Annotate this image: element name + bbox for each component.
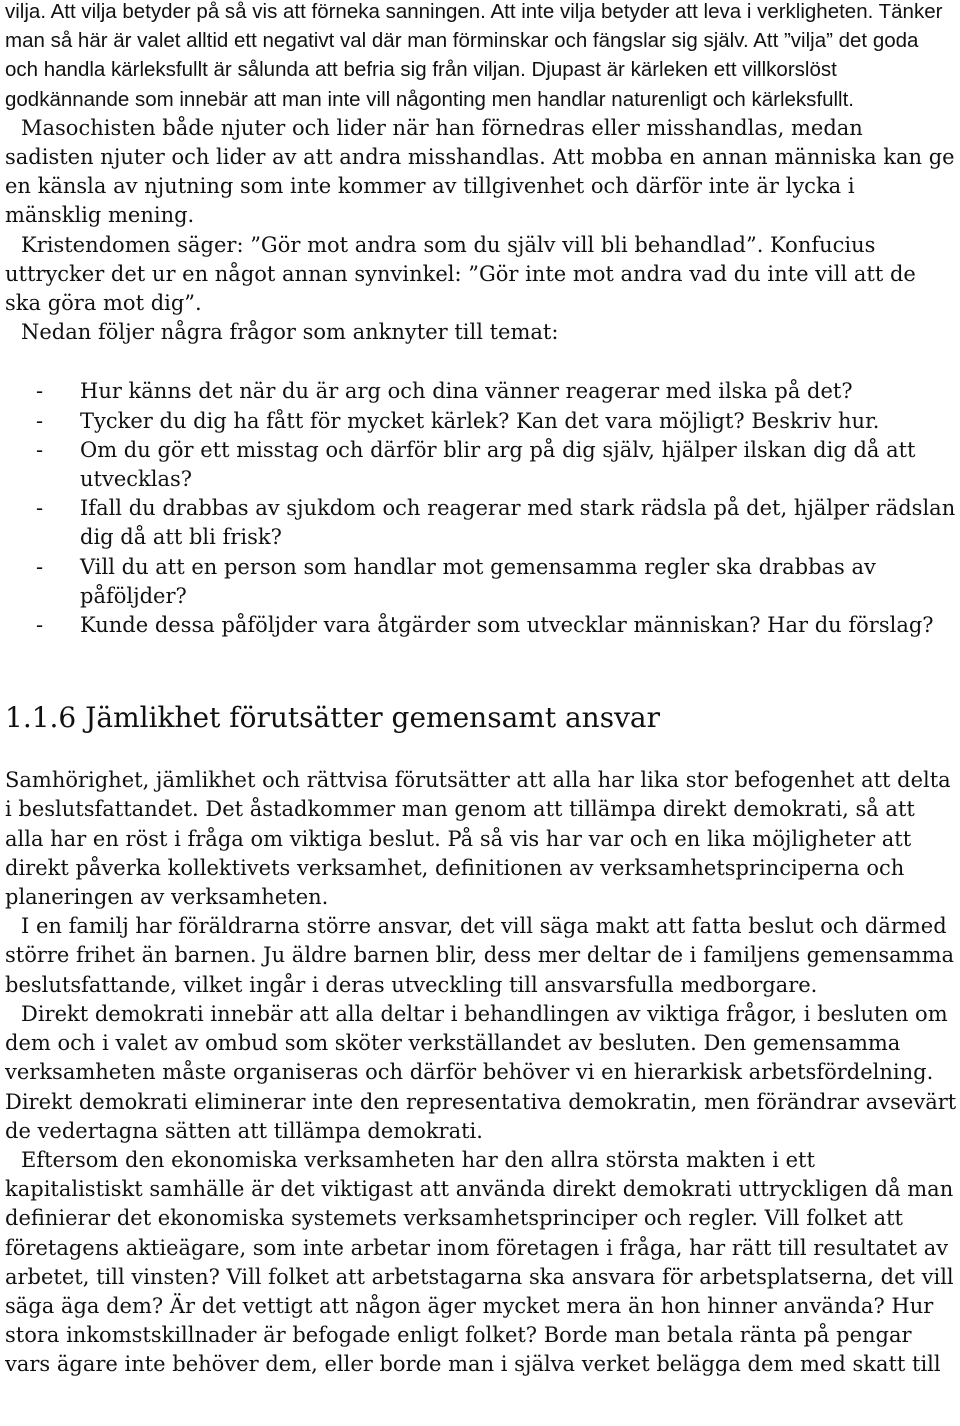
section-body xyxy=(5,766,957,1379)
list-bullet: - xyxy=(36,613,44,638)
intro-paragraph-3: Kristendomen säger: ”Gör mot andra som du själv vill bli behandlad”. Konfucius uttrycker det ur en något annan synvinkel: ”Gör inte mot andra vad du inte vill att de ska göra mot dig”. xyxy=(5,232,916,316)
list-item xyxy=(5,407,957,436)
list-bullet: - xyxy=(36,496,44,521)
list-item-text: Tycker du dig ha fått för mycket kärlek? Kan det vara möjligt? Beskriv hur. xyxy=(80,408,880,433)
section-heading: 1.1.6 Jämlikhet förutsätter gemensamt ansvar xyxy=(5,701,660,735)
list-bullet: - xyxy=(36,554,44,579)
list-bullet: - xyxy=(36,437,44,462)
document-page xyxy=(5,0,957,1380)
question-list xyxy=(5,377,957,640)
list-item-text: Kunde dessa påföljder vara åtgärder som utvecklar människan? Har du förslag? xyxy=(80,613,934,638)
list-item xyxy=(5,553,957,611)
list-bullet: - xyxy=(36,408,44,433)
list-item xyxy=(5,494,957,552)
list-item-text: Ifall du drabbas av sjukdom och reagerar med stark rädsla på det, hjälper rädslan dig då att bli frisk? xyxy=(80,496,956,550)
section-paragraph-1: Samhörighet, jämlikhet och rättvisa förutsätter att alla har lika stor befogenhet att delta i beslutsfattandet. Det åstadkommer man genom att tillämpa direkt demokrati, så att alla har en röst i fråga om viktiga beslut. På så vis har var och en lika möjligheter att direkt påverka kollektivets verksamhet, definitionen av verksamhetsprinciperna och planeringen av verksamheten. xyxy=(5,768,951,910)
section-paragraph-3: Direkt demokrati innebär att alla deltar i behandlingen av viktiga frågor, i besluten om dem och i valet av ombud som sköter verkställandet av besluten. Den gemensamma verksamheten måste organiseras och därför behöver vi en hierarkisk arbetsfördelning. Direkt demokrati eliminerar inte den representativa demokratin, men förändrar avsevärt de vedertagna sätten att tillämpa demokrati. xyxy=(5,1001,957,1143)
list-item xyxy=(5,377,957,406)
list-item xyxy=(5,436,957,494)
list-item-text: Hur känns det när du är arg och dina vänner reagerar med ilska på det? xyxy=(80,379,853,404)
section-paragraph-4: Eftersom den ekonomiska verksamheten har den allra största makten i ett kapitalistiskt samhälle är det viktigast att använda direkt demokrati uttryckligen då man definierar det ekonomiska systemets verksamhetsprinciper och regler. Vill folket att företagens aktieägare, som inte arbetar inom företagen i fråga, har rätt till resultatet av arbetet, till vinsten? Vill folket att arbetstagarna ska ansvara för arbetsplatserna, det vill säga äga dem? Är det vettigt att någon äger mycket mera än hon hinner använda? Hur stora inkomstskillnader är befogade enligt folket? Borde man betala ränta på pengar vars ägare inte behöver dem, eller borde man i själva verket belägga dem med skatt till xyxy=(5,1147,954,1377)
intro-paragraph-1: vilja. Att vilja betyder på så vis att förneka sanningen. Att inte vilja betyder att leva i verkligheten. Tänker man så här är valet alltid ett negativt val där man förminskar och fängslar sig själv. Att ”vilja” det goda och handla kärleksfullt är sålunda att befria sig från viljan. Djupast är kärleken ett villkorslöst godkännande som innebär att man inte vill någonting men handlar naturenligt och kärleksfullt. xyxy=(5,0,943,111)
intro-paragraph-4: Nedan följer några frågor som anknyter till temat: xyxy=(21,320,559,345)
list-item xyxy=(5,611,957,640)
intro-paragraph-2: Masochisten både njuter och lider när han förnedras eller misshandlas, medan sadisten njuter och lider av att andra misshandlas. Att mobba en annan människa kan ge en känsla av njutning som inte kommer av tillgivenhet och därför inte är lycka i mänsklig mening. xyxy=(5,115,955,228)
list-item-text: Om du gör ett misstag och därför blir arg på dig själv, hjälper ilskan dig då att utvecklas? xyxy=(80,437,916,492)
list-item-text: Vill du att en person som handlar mot gemensamma regler ska drabbas av påföljder? xyxy=(80,554,876,608)
section-paragraph-2: I en familj har föräldrarna större ansvar, det vill säga makt att fatta beslut och därmed större frihet än barnen. Ju äldre barnen blir, dess mer deltar de i familjens gemensamma beslutsfattande, vilket ingår i deras utveckling till ansvarsfulla medborgare. xyxy=(5,914,955,997)
list-bullet: - xyxy=(36,379,44,404)
